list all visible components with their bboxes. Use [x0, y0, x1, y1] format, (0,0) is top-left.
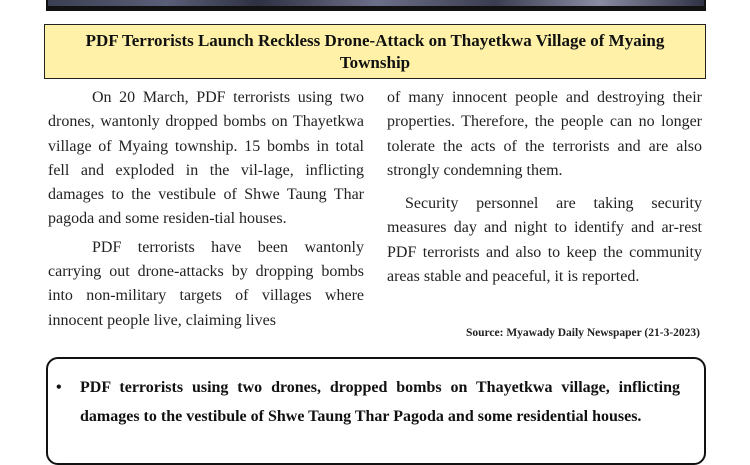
- source-citation: Source: Myawady Daily Newspaper (21-3-2023): [465, 327, 700, 339]
- article-paragraph: PDF terrorists have been wantonly carrying out drone-attacks by dropping bombs into non-military targets of villages where innocent people live, claiming lives: [48, 238, 364, 329]
- headline-title: PDF Terrorists Launch Reckless Drone-Attack on Thayetkwa Village of Myaing Township: [85, 30, 665, 72]
- article-paragraph: Security personnel are taking security measures day and night to identify and ar-rest PDF terrorists and also to keep the community areas stable and peaceful, it is reported.: [387, 195, 702, 286]
- article-column-left: [48, 86, 364, 333]
- summary-box: [46, 357, 706, 465]
- headline-banner: [44, 24, 706, 79]
- summary-item-text: PDF terrorists using two drones, dropped bombs on Thayetkwa village, inflicting damages to the vestibule of Shwe Taung Thar Pagoda and some residential houses.: [80, 379, 680, 425]
- summary-item: [56, 373, 680, 431]
- article-paragraph: On 20 March, PDF terrorists using two drones, wantonly dropped bombs on Thayetkwa village of Myaing township. 15 bombs in total fell and exploded in the vil-lage, inflicting damages to the vestibule of Shwe Taung Thar pagoda and some residen-tial houses.: [48, 89, 364, 228]
- bullet-icon: •: [56, 379, 62, 396]
- top-photo-strip: [46, 0, 706, 11]
- summary-list: [56, 373, 680, 431]
- article-column-right: [387, 86, 702, 289]
- article-paragraph: of many innocent people and destroying their properties. Therefore, the people can no longer tolerate the acts of the terrorists and are also strongly condemning them.: [387, 89, 702, 179]
